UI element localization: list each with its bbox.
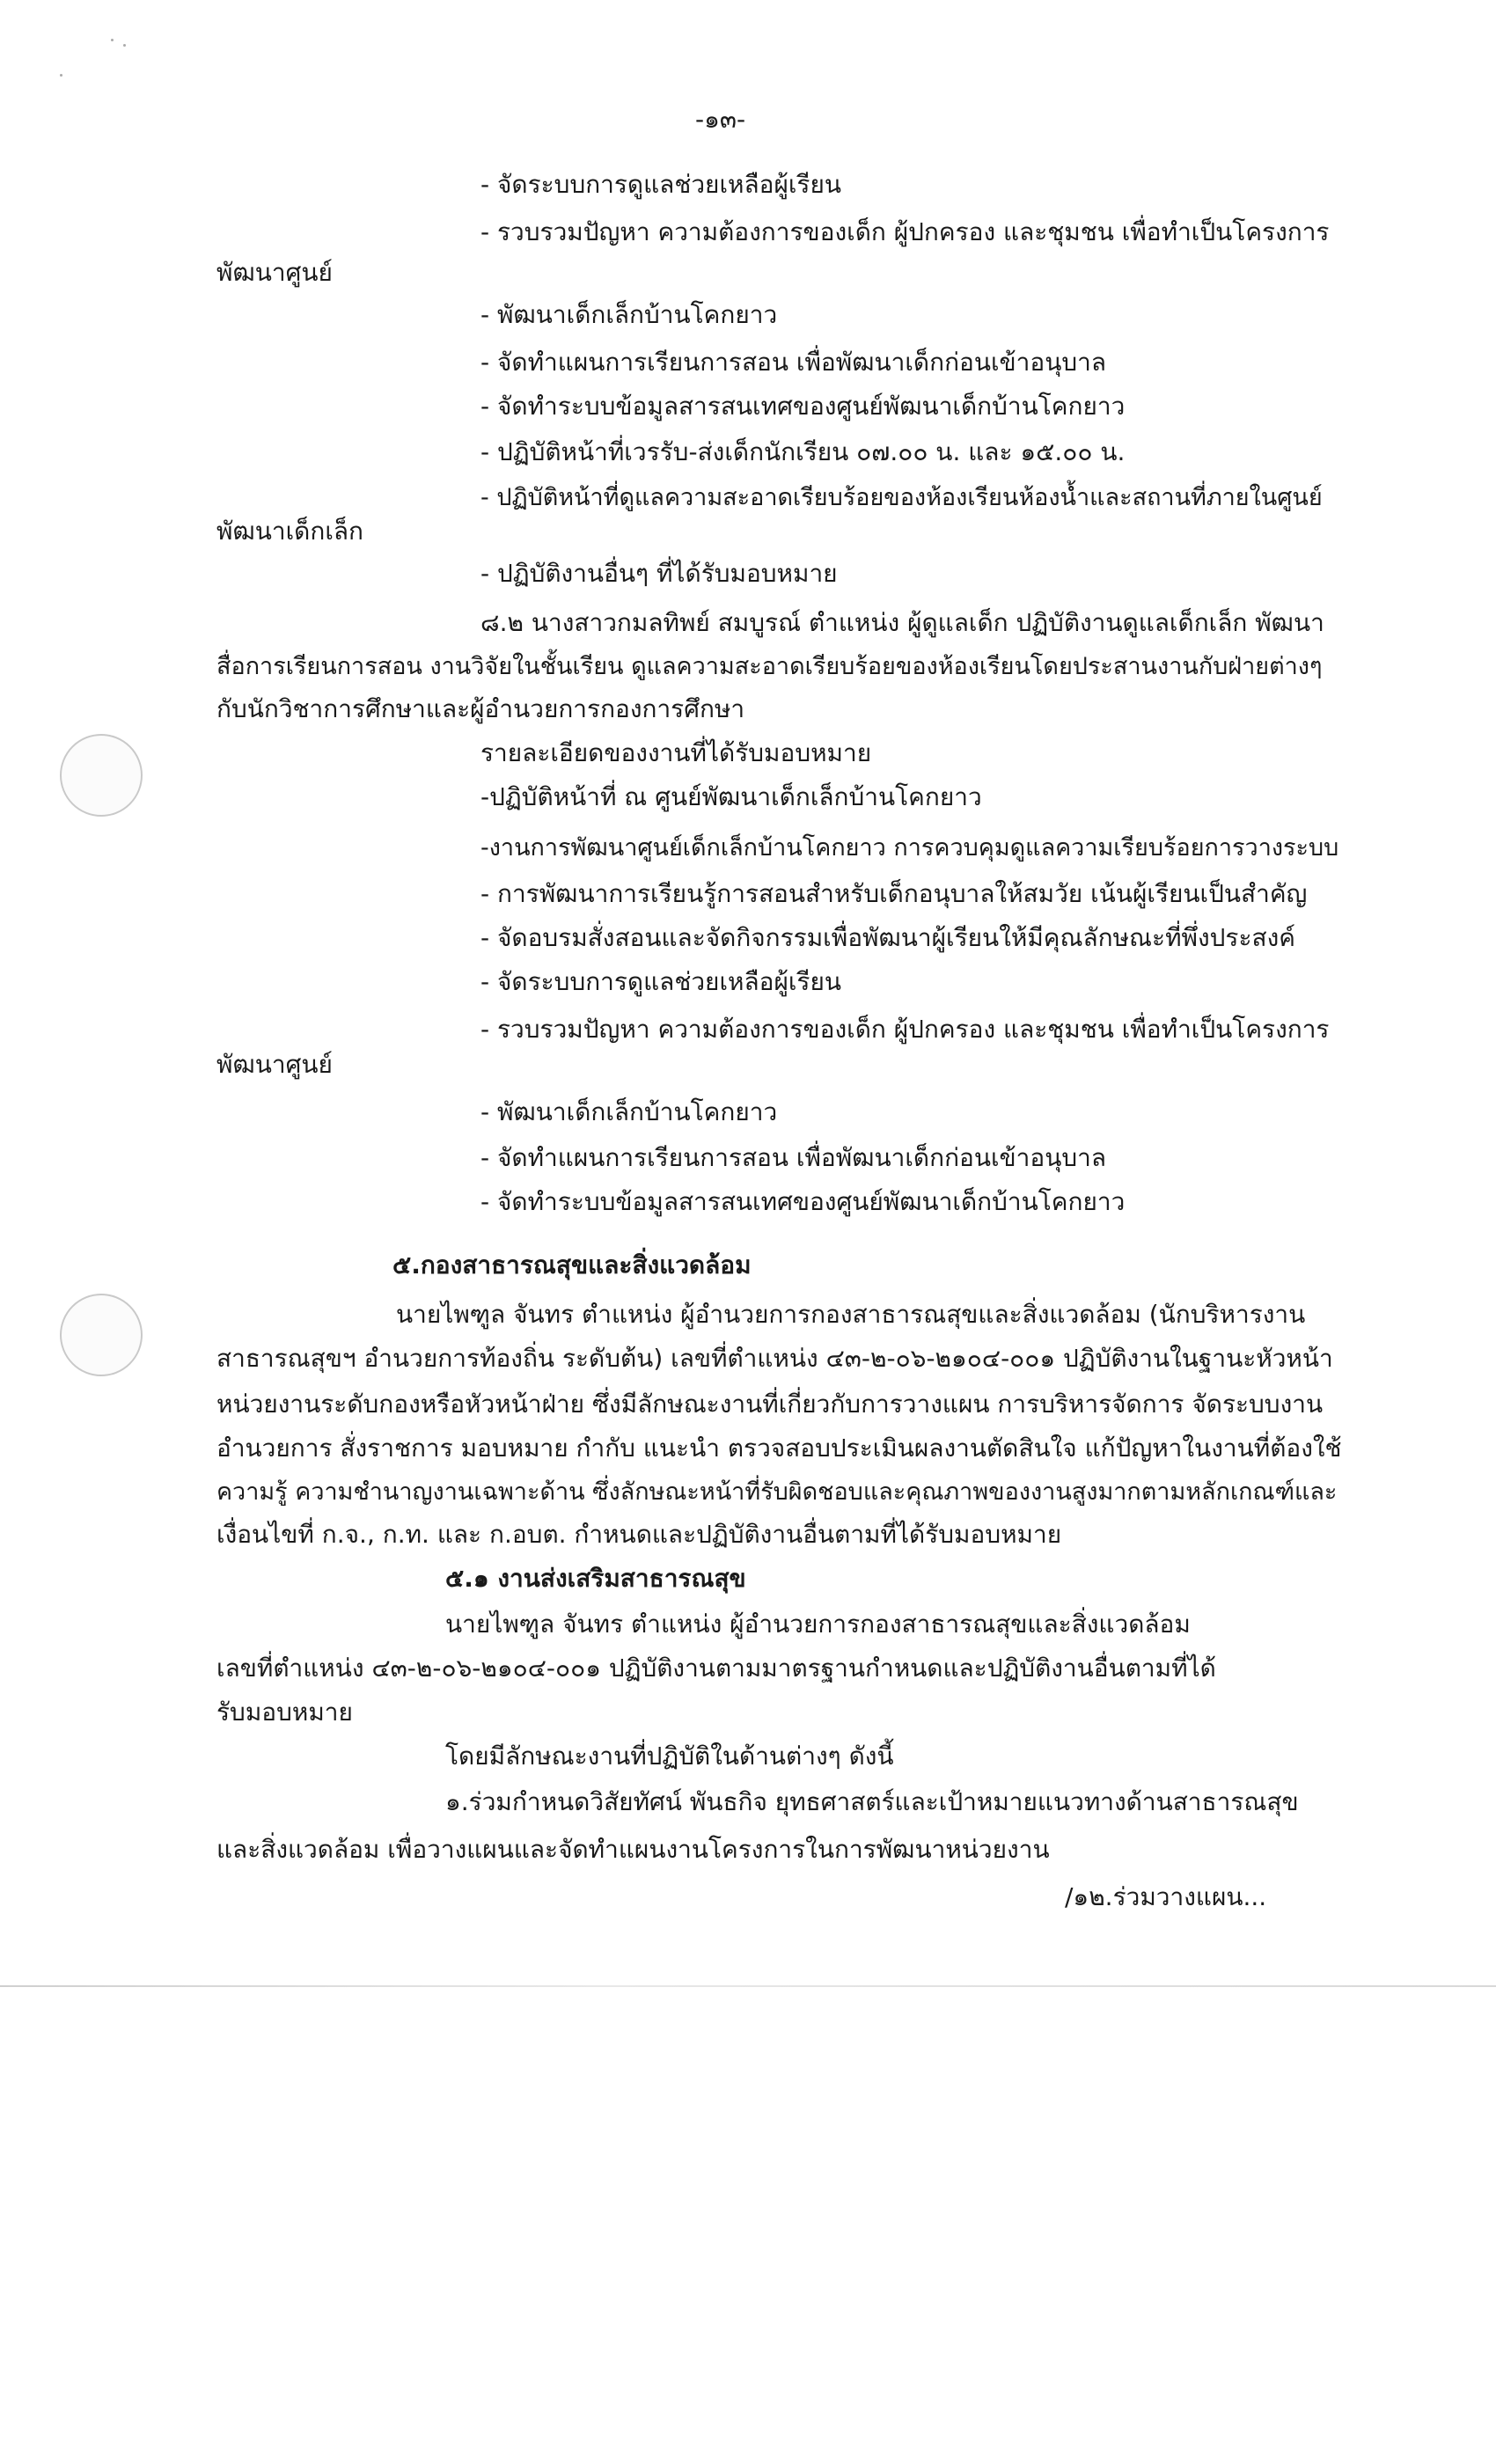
page-number: -๑๓- (695, 105, 746, 134)
scan-speck (123, 44, 126, 47)
text-line: - จัดทำแผนการเรียนการสอน เพื่อพัฒนาเด็กก่อนเข้าอนุบาล (480, 1143, 1107, 1172)
text-line: รับมอบหมาย (216, 1698, 353, 1727)
text-line: - ปฏิบัติงานอื่นๆ ที่ได้รับมอบหมาย (480, 559, 838, 588)
text-line: สาธารณสุขฯ อำนวยการท้องถิ่น ระดับต้น) เลขที่ตำแหน่ง ๔๓-๒-๐๖-๒๑๐๔-๐๐๑ ปฏิบัติงานในฐานะหัวหน้า (216, 1344, 1333, 1373)
text-line: นายไพฑูล จันทร ตำแหน่ง ผู้อำนวยการกองสาธารณสุขและสิ่งแวดล้อม (นักบริหารงาน (396, 1300, 1306, 1329)
punch-hole-top (60, 734, 143, 817)
text-line: กับนักวิชาการศึกษาและผู้อำนวยการกองการศึกษา (216, 694, 745, 723)
text-line: พัฒนาศูนย์ (216, 1050, 333, 1079)
text-line: โดยมีลักษณะงานที่ปฏิบัติในด้านต่างๆ ดังนี้ (445, 1742, 894, 1771)
text-line: อำนวยการ สั่งราชการ มอบหมาย กำกับ แนะนำ ตรวจสอบประเมินผลงานตัดสินใจ แก้ปัญหาในงานที่ต้องใช้ (216, 1434, 1342, 1463)
text-line: - จัดทำแผนการเรียนการสอน เพื่อพัฒนาเด็กก่อนเข้าอนุบาล (480, 348, 1107, 377)
text-line: - จัดทำระบบข้อมูลสารสนเทศของศูนย์พัฒนาเด็กบ้านโคกยาว (480, 392, 1126, 421)
text-line: เลขที่ตำแหน่ง ๔๓-๒-๐๖-๒๑๐๔-๐๐๑ ปฏิบัติงานตามมาตรฐานกำหนดและปฏิบัติงานอื่นตามที่ได้ (216, 1654, 1216, 1683)
subsection-heading: ๕.๑ งานส่งเสริมสาธารณสุข (445, 1564, 746, 1593)
text-line: - จัดอบรมสั่งสอนและจัดกิจกรรมเพื่อพัฒนาผู้เรียนให้มีคุณลักษณะที่พึ่งประสงค์ (480, 923, 1295, 952)
text-line: - จัดทำระบบข้อมูลสารสนเทศของศูนย์พัฒนาเด็กบ้านโคกยาว (480, 1187, 1126, 1216)
text-line: - รวบรวมปัญหา ความต้องการของเด็ก ผู้ปกครอง และชุมชน เพื่อทำเป็นโครงการ (480, 217, 1330, 246)
text-line: รายละเอียดของงานที่ได้รับมอบหมาย (480, 738, 872, 767)
text-line: - ปฏิบัติหน้าที่ดูแลความสะอาดเรียบร้อยของห้องเรียนห้องน้ำและสถานที่ภายในศูนย์ (480, 484, 1323, 511)
text-line: และสิ่งแวดล้อม เพื่อวางแผนและจัดทำแผนงานโครงการในการพัฒนาหน่วยงาน (216, 1835, 1050, 1864)
text-line: หน่วยงานระดับกองหรือหัวหน้าฝ่าย ซึ่งมีลักษณะงานที่เกี่ยวกับการวางแผน การบริหารจัดการ จัดระบบงาน (216, 1390, 1324, 1419)
text-line: - รวบรวมปัญหา ความต้องการของเด็ก ผู้ปกครอง และชุมชน เพื่อทำเป็นโครงการ (480, 1015, 1330, 1044)
text-line: - จัดระบบการดูแลช่วยเหลือผู้เรียน (480, 170, 842, 199)
text-line: พัฒนาเด็กเล็ก (216, 517, 364, 546)
text-line: - จัดระบบการดูแลช่วยเหลือผู้เรียน (480, 967, 842, 996)
text-line: -งานการพัฒนาศูนย์เด็กเล็กบ้านโคกยาว การควบคุมดูแลความเรียบร้อยการวางระบบ (480, 834, 1339, 862)
text-line: นายไพฑูล จันทร ตำแหน่ง ผู้อำนวยการกองสาธารณสุขและสิ่งแวดล้อม (445, 1610, 1191, 1639)
scan-speck (60, 74, 62, 77)
text-line: ๑.ร่วมกำหนดวิสัยทัศน์ พันธกิจ ยุทธศาสตร์และเป้าหมายแนวทางด้านสาธารณสุข (445, 1787, 1299, 1816)
text-line: - การพัฒนาการเรียนรู้การสอนสำหรับเด็กอนุบาลให้สมวัย เน้นผู้เรียนเป็นสำคัญ (480, 879, 1308, 908)
continuation-note: /๑๒.ร่วมวางแผน... (1065, 1882, 1267, 1911)
text-line: ๘.๒ นางสาวกมลทิพย์ สมบูรณ์ ตำแหน่ง ผู้ดูแลเด็ก ปฏิบัติงานดูแลเด็กเล็ก พัฒนา (480, 608, 1324, 637)
text-line: พัฒนาศูนย์ (216, 258, 333, 287)
text-line: - ปฏิบัติหน้าที่เวรรับ-ส่งเด็กนักเรียน ๐๗.๐๐ น. และ ๑๕.๐๐ น. (480, 437, 1126, 466)
text-line: - พัฒนาเด็กเล็กบ้านโคกยาว (480, 300, 778, 329)
blank-lower-area (0, 1987, 1496, 2464)
text-line: -ปฏิบัติหน้าที่ ณ ศูนย์พัฒนาเด็กเล็กบ้านโคกยาว (480, 782, 982, 811)
text-line: เงื่อนไขที่ ก.จ., ก.ท. และ ก.อบต. กำหนดและปฏิบัติงานอื่นตามที่ได้รับมอบหมาย (216, 1520, 1062, 1549)
section-heading: ๕.กองสาธารณสุขและสิ่งแวดล้อม (392, 1250, 752, 1280)
text-line: สื่อการเรียนการสอน งานวิจัยในชั้นเรียน ดูแลความสะอาดเรียบร้อยของห้องเรียนโดยประสานงานกับฝ่ายต่างๆ (216, 653, 1323, 680)
text-line: ความรู้ ความชำนาญงานเฉพาะด้าน ซึ่งลักษณะหน้าที่รับผิดชอบและคุณภาพของงานสูงมากตามหลักเกณฑ์และ (216, 1478, 1338, 1506)
punch-hole-bottom (60, 1294, 143, 1376)
text-line: - พัฒนาเด็กเล็กบ้านโคกยาว (480, 1097, 778, 1126)
scan-speck (111, 39, 114, 41)
